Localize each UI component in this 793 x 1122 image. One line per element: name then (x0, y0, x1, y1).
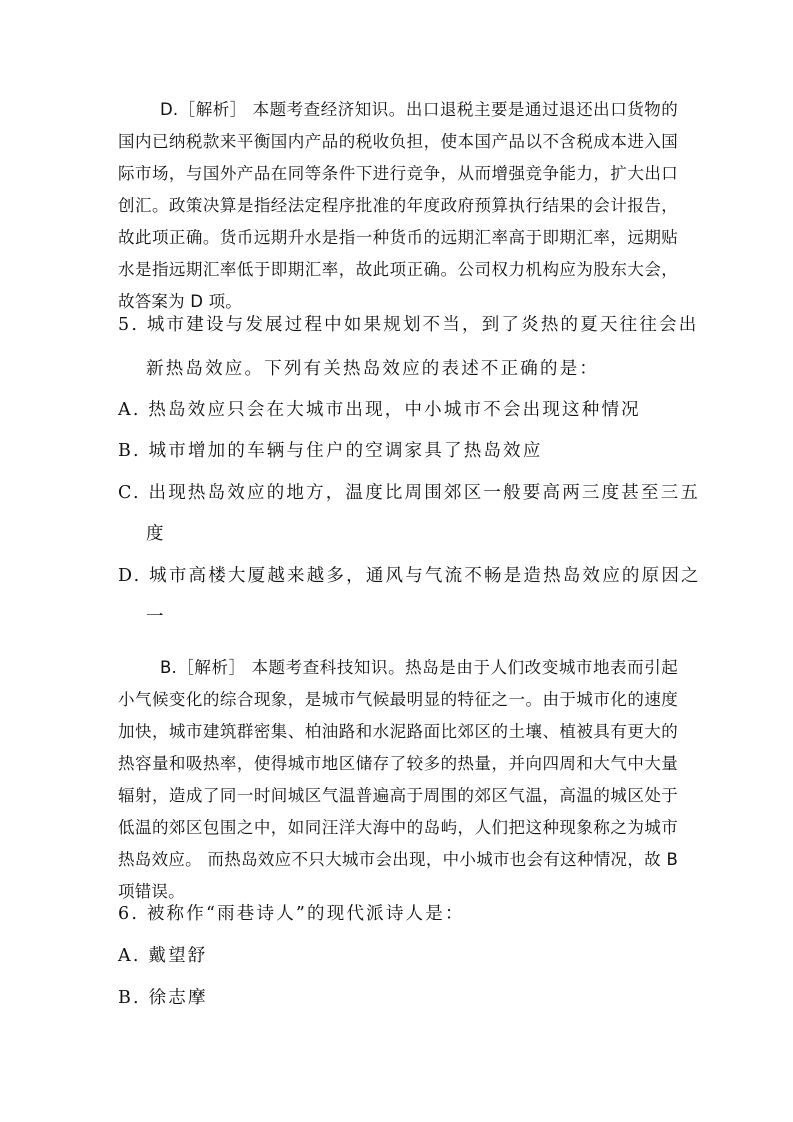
analysis-paragraph-q5: B.［解析］ 本题考查科技知识。热岛是由于人们改变城市地表而引起小气候变化的综合现象，是城市气候最明显的特征之一。由于城市化的速度加快，城市建筑群密集、柏油路和水泥路面比郊区的土壤、植被具有更大的热容量和吸热率，使得城市地区储存了较多的热量，并向四周和大气中大量辐射，造成了同一时间城区气温普遍高于周围的郊区气温，高温的城区处于低温的郊区包围之中，如同汪洋大海中的岛屿，人们把这种现象称之为城市热岛效应。 而热岛效应不只大城市会出现，中小城市也会有这种情况，故 B 项错误。 (118, 658, 678, 901)
analysis-paragraph-q4: D.［解析］ 本题考查经济知识。出口退税主要是通过退还出口货物的国内已纳税款来平衡国内产品的税收负担，使本国产品以不含税成本进入国际市场，与国外产品在同等条件下进行竞争，从而增强竞争能力，扩大出口创汇。政策决算是指经法定程序批准的年度政府预算执行结果的会计报告，故此项正确。货币远期升水是指一种货币的远期汇率高于即期汇率，远期贴水是指远期汇率低于即期汇率，故此项正确。公司权力机构应为股东大会，故答案为 D 项。 (118, 100, 678, 311)
question-6-stem: 6. 被称作“雨巷诗人”的现代派诗人是： (118, 904, 465, 924)
question-5-option-b: B. 城市增加的车辆与住户的空调家具了热岛效应 (118, 441, 543, 461)
question-5-option-c-line-1: C. 出现热岛效应的地方，温度比周围郊区一般要高两三度甚至三五 (118, 483, 701, 503)
question-5-option-d-line-2: 一 (146, 607, 166, 627)
question-5-stem-line-1: 5. 城市建设与发展过程中如果规划不当，到了炎热的夏天往往会出 (118, 315, 699, 335)
question-6-option-a: A. 戴望舒 (118, 946, 208, 966)
question-6-option-b: B. 徐志摩 (118, 988, 208, 1008)
question-5-stem-line-2: 新热岛效应。下列有关热岛效应的表述不正确的是： (146, 359, 600, 379)
question-5-option-c-line-2: 度 (146, 524, 166, 544)
question-5-option-d-line-1: D. 城市高楼大厦越来越多，通风与气流不畅是造热岛效应的原因之 (118, 566, 701, 586)
question-5-option-a: A. 热岛效应只会在大城市出现，中小城市不会出现这种情况 (118, 400, 641, 420)
